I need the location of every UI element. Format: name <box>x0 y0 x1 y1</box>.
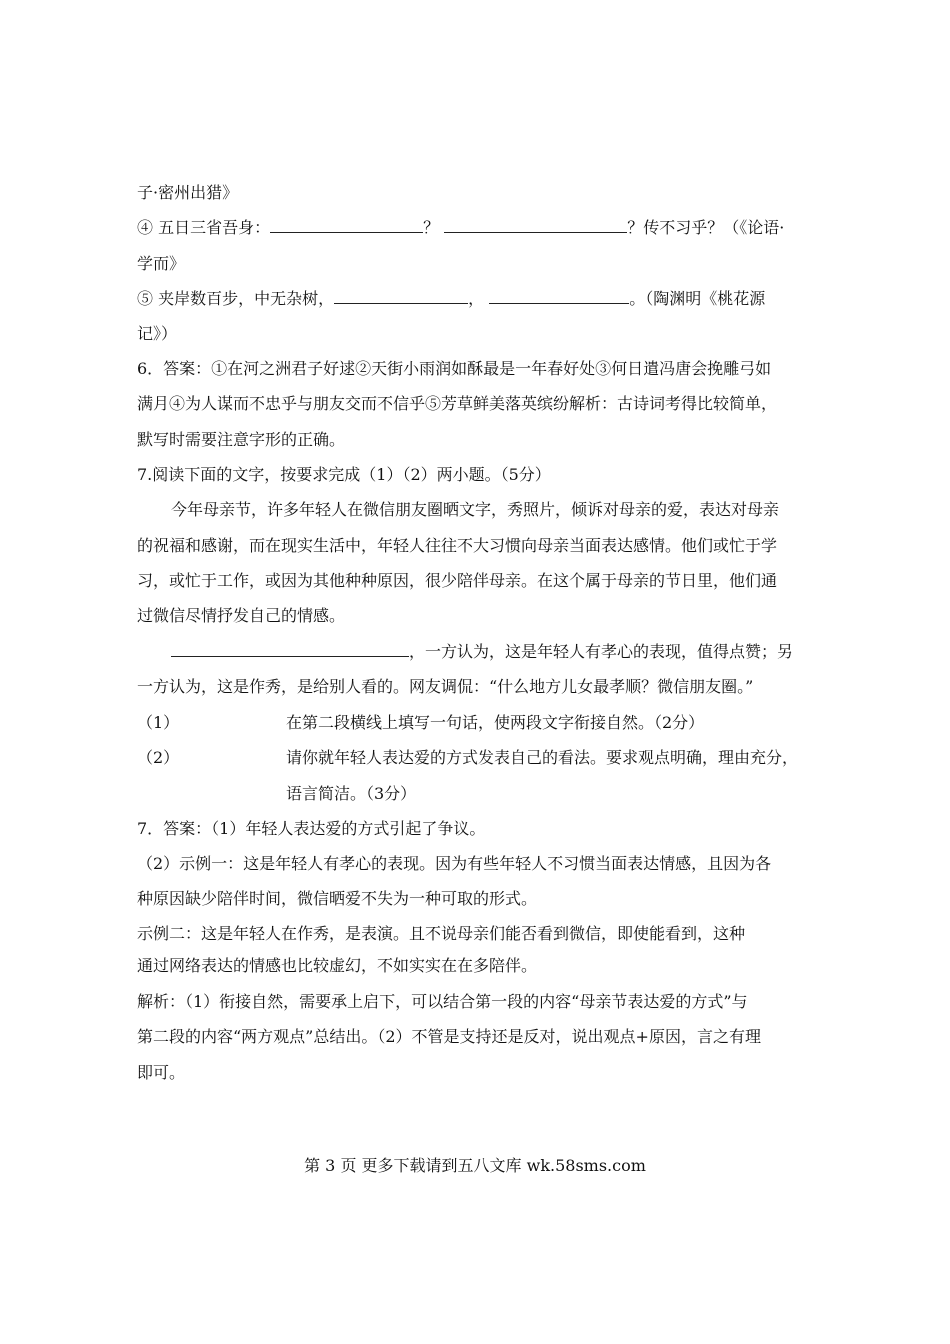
question-heading: 7.阅读下面的文字，按要求完成（1）（2）两小题。（5分） <box>137 465 551 484</box>
question-text: 请你就年轻人表达爱的方式发表自己的看法。要求观点明确，理由充分， <box>286 748 799 767</box>
analysis-line: 第二段的内容“两方观点”总结出。（2）不管是支持还是反对，说出观点+原因，言之有理 <box>137 1027 761 1046</box>
blank-underline <box>171 642 409 657</box>
line-text: ？传不习乎？（《论语· <box>627 218 785 237</box>
analysis-line: 即可。 <box>137 1063 186 1082</box>
question-text: 在第二段横线上填写一句话，使两段文字衔接自然。（2分） <box>286 713 705 732</box>
line-text: ？ <box>423 218 440 237</box>
line-text: ，一方认为，这是年轻人有孝心的表现，值得点赞；另 <box>409 642 794 661</box>
text-line: 学而》 <box>137 254 186 273</box>
text-line: 子·密州出猎》 <box>137 183 239 202</box>
line-text: ④ 五日三省吾身： <box>137 218 271 237</box>
answer-line: 7．答案：（1）年轻人表达爱的方式引起了争议。 <box>137 819 486 838</box>
line-text: ， <box>468 289 485 308</box>
answer-line: 通过网络表达的情感也比较虚幻，不如实实在在多陪伴。 <box>137 956 538 975</box>
passage-line: 一方认为，这是作秀，是给别人看的。网友调侃：“什么地方儿女最孝顺？微信朋友圈。” <box>137 677 754 696</box>
passage-blank-line <box>171 642 793 662</box>
fill-blank-line-5 <box>137 289 765 309</box>
passage-line: 习，或忙于工作，或因为其他种种原因，很少陪伴母亲。在这个属于母亲的节日里，他们通 <box>137 571 778 590</box>
question-number: （1） <box>137 713 180 732</box>
answer-line: 种原因缺少陪伴时间，微信晒爱不失为一种可取的形式。 <box>137 889 538 908</box>
fill-blank-line-4 <box>137 218 784 238</box>
answer-line: 示例二：这是年轻人在作秀，是表演。且不说母亲们能否看到微信，即使能看到，这种 <box>137 924 746 943</box>
passage-line: 过微信尽情抒发自己的情感。 <box>137 606 346 625</box>
blank-underline <box>444 218 627 233</box>
page-footer: 第 3 页 更多下载请到五八文库 wk.58sms.com <box>304 1156 646 1175</box>
line-text: 。（陶渊明《桃花源 <box>629 289 766 308</box>
blank-underline <box>334 289 468 304</box>
text-line: 记》） <box>137 324 178 343</box>
passage-line: 今年母亲节，许多年轻人在微信朋友圈晒文字，秀照片，倾诉对母亲的爱，表达对母亲 <box>171 500 780 519</box>
text-line: 满月④为人谋而不忠乎与朋友交而不信乎⑤芳草鲜美落英缤纷解析：古诗词考得比较简单， <box>137 394 778 413</box>
text-line: 默写时需要注意字形的正确。 <box>137 430 346 449</box>
question-text: 语言简洁。（3分） <box>286 784 417 803</box>
blank-underline <box>270 218 423 233</box>
blank-underline <box>489 289 629 304</box>
analysis-line: 解析：（1）衔接自然，需要承上启下，可以结合第一段的内容“母亲节表达爱的方式”与 <box>137 992 748 1011</box>
line-text: ⑤ 夹岸数百步，中无杂树， <box>137 289 335 308</box>
question-number: （2） <box>137 748 180 767</box>
text-line: 6．答案：①在河之洲君子好逑②天街小雨润如酥最是一年春好处③何日遣冯唐会挽雕弓如 <box>137 359 772 378</box>
answer-line: （2）示例一：这是年轻人有孝心的表现。因为有些年轻人不习惯当面表达情感，且因为各 <box>137 854 772 873</box>
passage-line: 的祝福和感谢，而在现实生活中，年轻人往往不大习惯向母亲当面表达感情。他们或忙于学 <box>137 536 778 555</box>
